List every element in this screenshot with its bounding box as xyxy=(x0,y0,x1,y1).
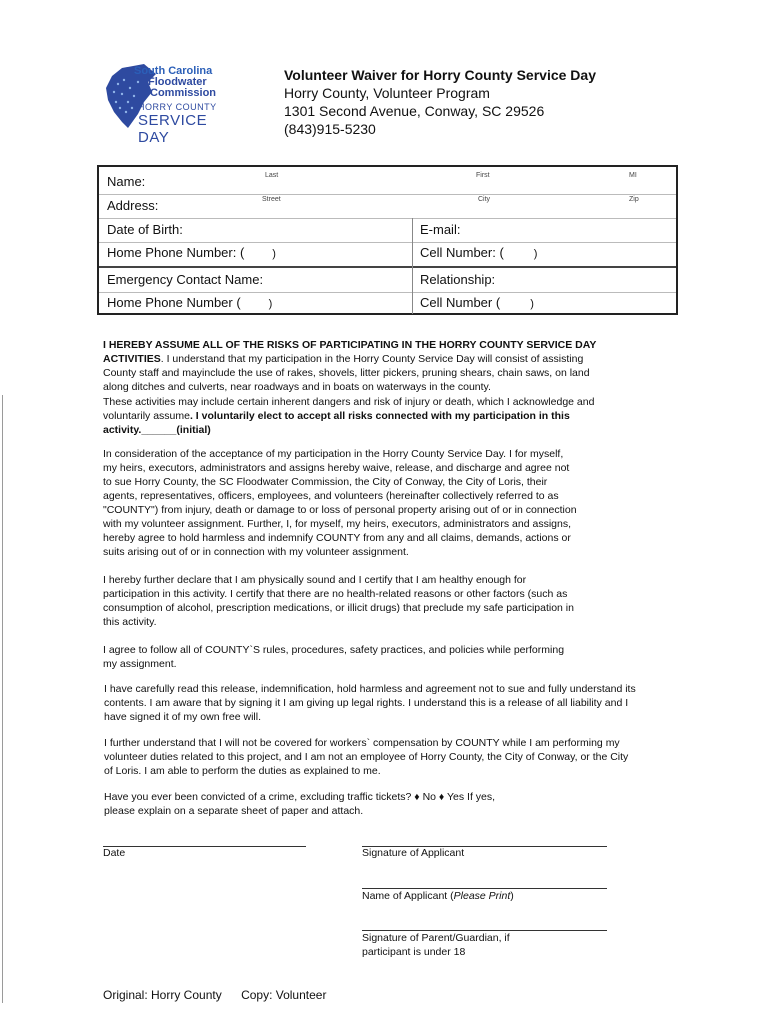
waiver-line: hereby agree to hold harmless and indemnify COUNTY from any and all claims, demands, actions or xyxy=(103,532,571,544)
header-address: 1301 Second Avenue, Conway, SC 29526 xyxy=(284,103,545,119)
mi-hint: MI xyxy=(629,172,637,179)
home-phone-label[interactable] xyxy=(107,245,276,260)
applicant-name-line[interactable] xyxy=(362,888,607,889)
phone-row xyxy=(99,242,676,268)
emergency-cell-label[interactable] xyxy=(420,295,534,310)
zip-hint: Zip xyxy=(629,196,639,203)
risk-heading-activities: ACTIVITIES xyxy=(103,353,161,365)
applicant-name-label-b: Please Print xyxy=(453,890,511,902)
health-line: I hereby further declare that I am physically sound and I certify that I am healthy enough for xyxy=(103,574,527,586)
name-row[interactable] xyxy=(99,167,676,195)
workers-comp-line: I further understand that I will not be covered for workers` compensation by COUNTY while I am performing my xyxy=(104,737,620,749)
cell-phone-close: ) xyxy=(533,248,538,260)
emergency-home-phone-close: ) xyxy=(268,298,273,310)
initial-field[interactable]: activity.______(initial) xyxy=(103,424,211,436)
waiver-line: my heirs, executors, administrators and assigns hereby waive, release, and discharge and agree not xyxy=(103,462,570,474)
applicant-name-label-c: ) xyxy=(510,890,514,902)
guardian-label-line-2: participant is under 18 xyxy=(362,946,466,958)
rules-line: I agree to follow all of COUNTY`S rules, procedures, safety practices, and policies while performing xyxy=(103,644,565,656)
crime-question xyxy=(104,790,674,818)
applicant-info-form xyxy=(97,165,678,315)
relationship-label[interactable]: Relationship: xyxy=(420,272,496,287)
applicant-name-label xyxy=(362,890,514,902)
document-header xyxy=(284,66,596,138)
risk-heading: I HEREBY ASSUME ALL OF THE RISKS OF PARTICIPATING IN THE HORRY COUNTY SERVICE DAY xyxy=(103,339,597,351)
logo-line-1: South Carolina xyxy=(134,65,213,77)
address-row[interactable] xyxy=(99,194,676,219)
rules-line: my assignment. xyxy=(103,658,177,670)
waiver-line: agents, representatives, officers, employees, and volunteers (hereinafter collectively referred to as xyxy=(103,490,559,502)
dob-label[interactable]: Date of Birth: xyxy=(107,222,183,237)
emergency-row xyxy=(99,268,676,293)
dob-email-row xyxy=(99,218,676,243)
logo-line-3: Commission xyxy=(150,87,217,99)
guardian-label-line-1: Signature of Parent/Guardian, if xyxy=(362,932,510,944)
address-label: Address: xyxy=(107,198,159,213)
read-release-paragraph xyxy=(104,682,674,724)
release-line: contents. I am aware that by signing it I am giving up legal rights. I understand this is a release of all liability and I xyxy=(104,697,629,709)
assume-line-2a: voluntarily assume xyxy=(103,410,190,422)
home-phone-label-text: Home Phone Number: ( xyxy=(107,245,245,260)
workers-comp-line: volunteer duties related to this project, and I am not an employee of Horry County, the City of Conway, or the City xyxy=(104,751,629,763)
health-line: participation in this activity. I certify that there are no health-related reasons or other factors (such as xyxy=(103,588,568,600)
city-hint: City xyxy=(478,196,491,203)
last-hint: Last xyxy=(265,172,279,179)
risk-line-2-rest: . I understand that my participation in the Horry County Service Day will consist of assisting xyxy=(160,353,584,365)
logo-title xyxy=(134,66,216,99)
email-label[interactable]: E-mail: xyxy=(420,222,461,237)
rules-paragraph xyxy=(103,643,673,671)
name-label: Name: xyxy=(107,174,146,189)
emergency-contact-label[interactable]: Emergency Contact Name: xyxy=(107,272,264,287)
emergency-phone-row xyxy=(99,292,676,314)
assume-paragraph xyxy=(103,395,673,437)
header-org: Horry County, Volunteer Program xyxy=(284,85,490,101)
emergency-home-phone-label-text: Home Phone Number ( xyxy=(107,295,241,310)
applicant-name-label-a: Name of Applicant ( xyxy=(362,890,454,902)
copy-distribution-footer xyxy=(103,988,326,1002)
logo-sub-1: HORRY COUNTY xyxy=(138,102,217,112)
cell-phone-label-text: Cell Number: ( xyxy=(420,245,504,260)
form-column-divider xyxy=(412,218,413,314)
home-phone-close: ) xyxy=(272,248,276,260)
logo-sub-2: SERVICE DAY xyxy=(138,112,208,146)
footer-original: Original: Horry County xyxy=(103,988,222,1002)
emergency-cell-label-text: Cell Number ( xyxy=(420,295,501,310)
footer-copy: Copy: Volunteer xyxy=(241,988,327,1002)
waiver-line: to sue Horry County, the SC Floodwater Commission, the City of Conway, the City of Loris, their xyxy=(103,476,548,488)
date-label: Date xyxy=(103,847,126,859)
street-hint: Street xyxy=(262,196,281,203)
waiver-line: "COUNTY") from injury, death or damage to or loss of personal property arising out of or in connection xyxy=(103,504,577,516)
workers-comp-paragraph xyxy=(104,736,674,778)
risk-line-2 xyxy=(103,352,673,366)
release-line: I have carefully read this release, indemnification, hold harmless and agreement not to sue and fully understand its xyxy=(104,683,636,695)
emergency-cell-close: ) xyxy=(530,298,534,310)
assume-line-2b: . I voluntarily elect to accept all risks connected with my participation in this xyxy=(189,410,570,422)
assume-line-1: These activities may include certain inherent dangers and risk of injury or death, which I acknowledge and xyxy=(103,396,595,408)
workers-comp-line: of Loris. I am able to perform the duties as explained to me. xyxy=(104,765,381,777)
applicant-signature-label: Signature of Applicant xyxy=(362,847,465,859)
risk-paragraph xyxy=(103,338,673,394)
guardian-signature-label xyxy=(362,931,510,959)
waiver-paragraph xyxy=(103,447,673,559)
crime-question-line-2: please explain on a separate sheet of paper and attach. xyxy=(104,805,364,817)
margin-rule xyxy=(2,395,3,1003)
crime-question-line-1[interactable]: Have you ever been convicted of a crime, excluding traffic tickets? ♦ No ♦ Yes If yes, xyxy=(104,791,496,803)
first-hint: First xyxy=(476,172,490,179)
logo-line-2: Floodwater xyxy=(148,76,207,88)
assume-line-2 xyxy=(103,409,673,423)
risk-line-3: County staff and mayinclude the use of rakes, shovels, litter pickers, pruning shears, chain saws, on land xyxy=(103,367,590,379)
health-paragraph xyxy=(103,573,673,629)
logo xyxy=(104,62,236,146)
cell-phone-label[interactable] xyxy=(420,245,537,260)
risk-line-4: along ditches and culverts, near roadways and in boats on waterways in the county. xyxy=(103,381,491,393)
date-line[interactable] xyxy=(103,846,306,847)
waiver-line: with my volunteer assignment. Further, I, for myself, my heirs, executors, administrators and assigns, xyxy=(103,518,572,530)
health-line: this activity. xyxy=(103,616,157,628)
release-line: have signed it of my own free will. xyxy=(104,711,261,723)
page-title: Volunteer Waiver for Horry County Service Day xyxy=(284,67,596,83)
waiver-line: In consideration of the acceptance of my participation in the Horry County Service Day. I for myself, xyxy=(103,448,564,460)
health-line: consumption of alcohol, prescription medications, or illicit drugs) that preclude my safe participation in xyxy=(103,602,574,614)
waiver-line: suits arising out of or in connection with my volunteer assignment. xyxy=(103,546,409,558)
emergency-home-phone-label[interactable] xyxy=(107,295,272,310)
header-phone: (843)915-5230 xyxy=(284,121,376,137)
